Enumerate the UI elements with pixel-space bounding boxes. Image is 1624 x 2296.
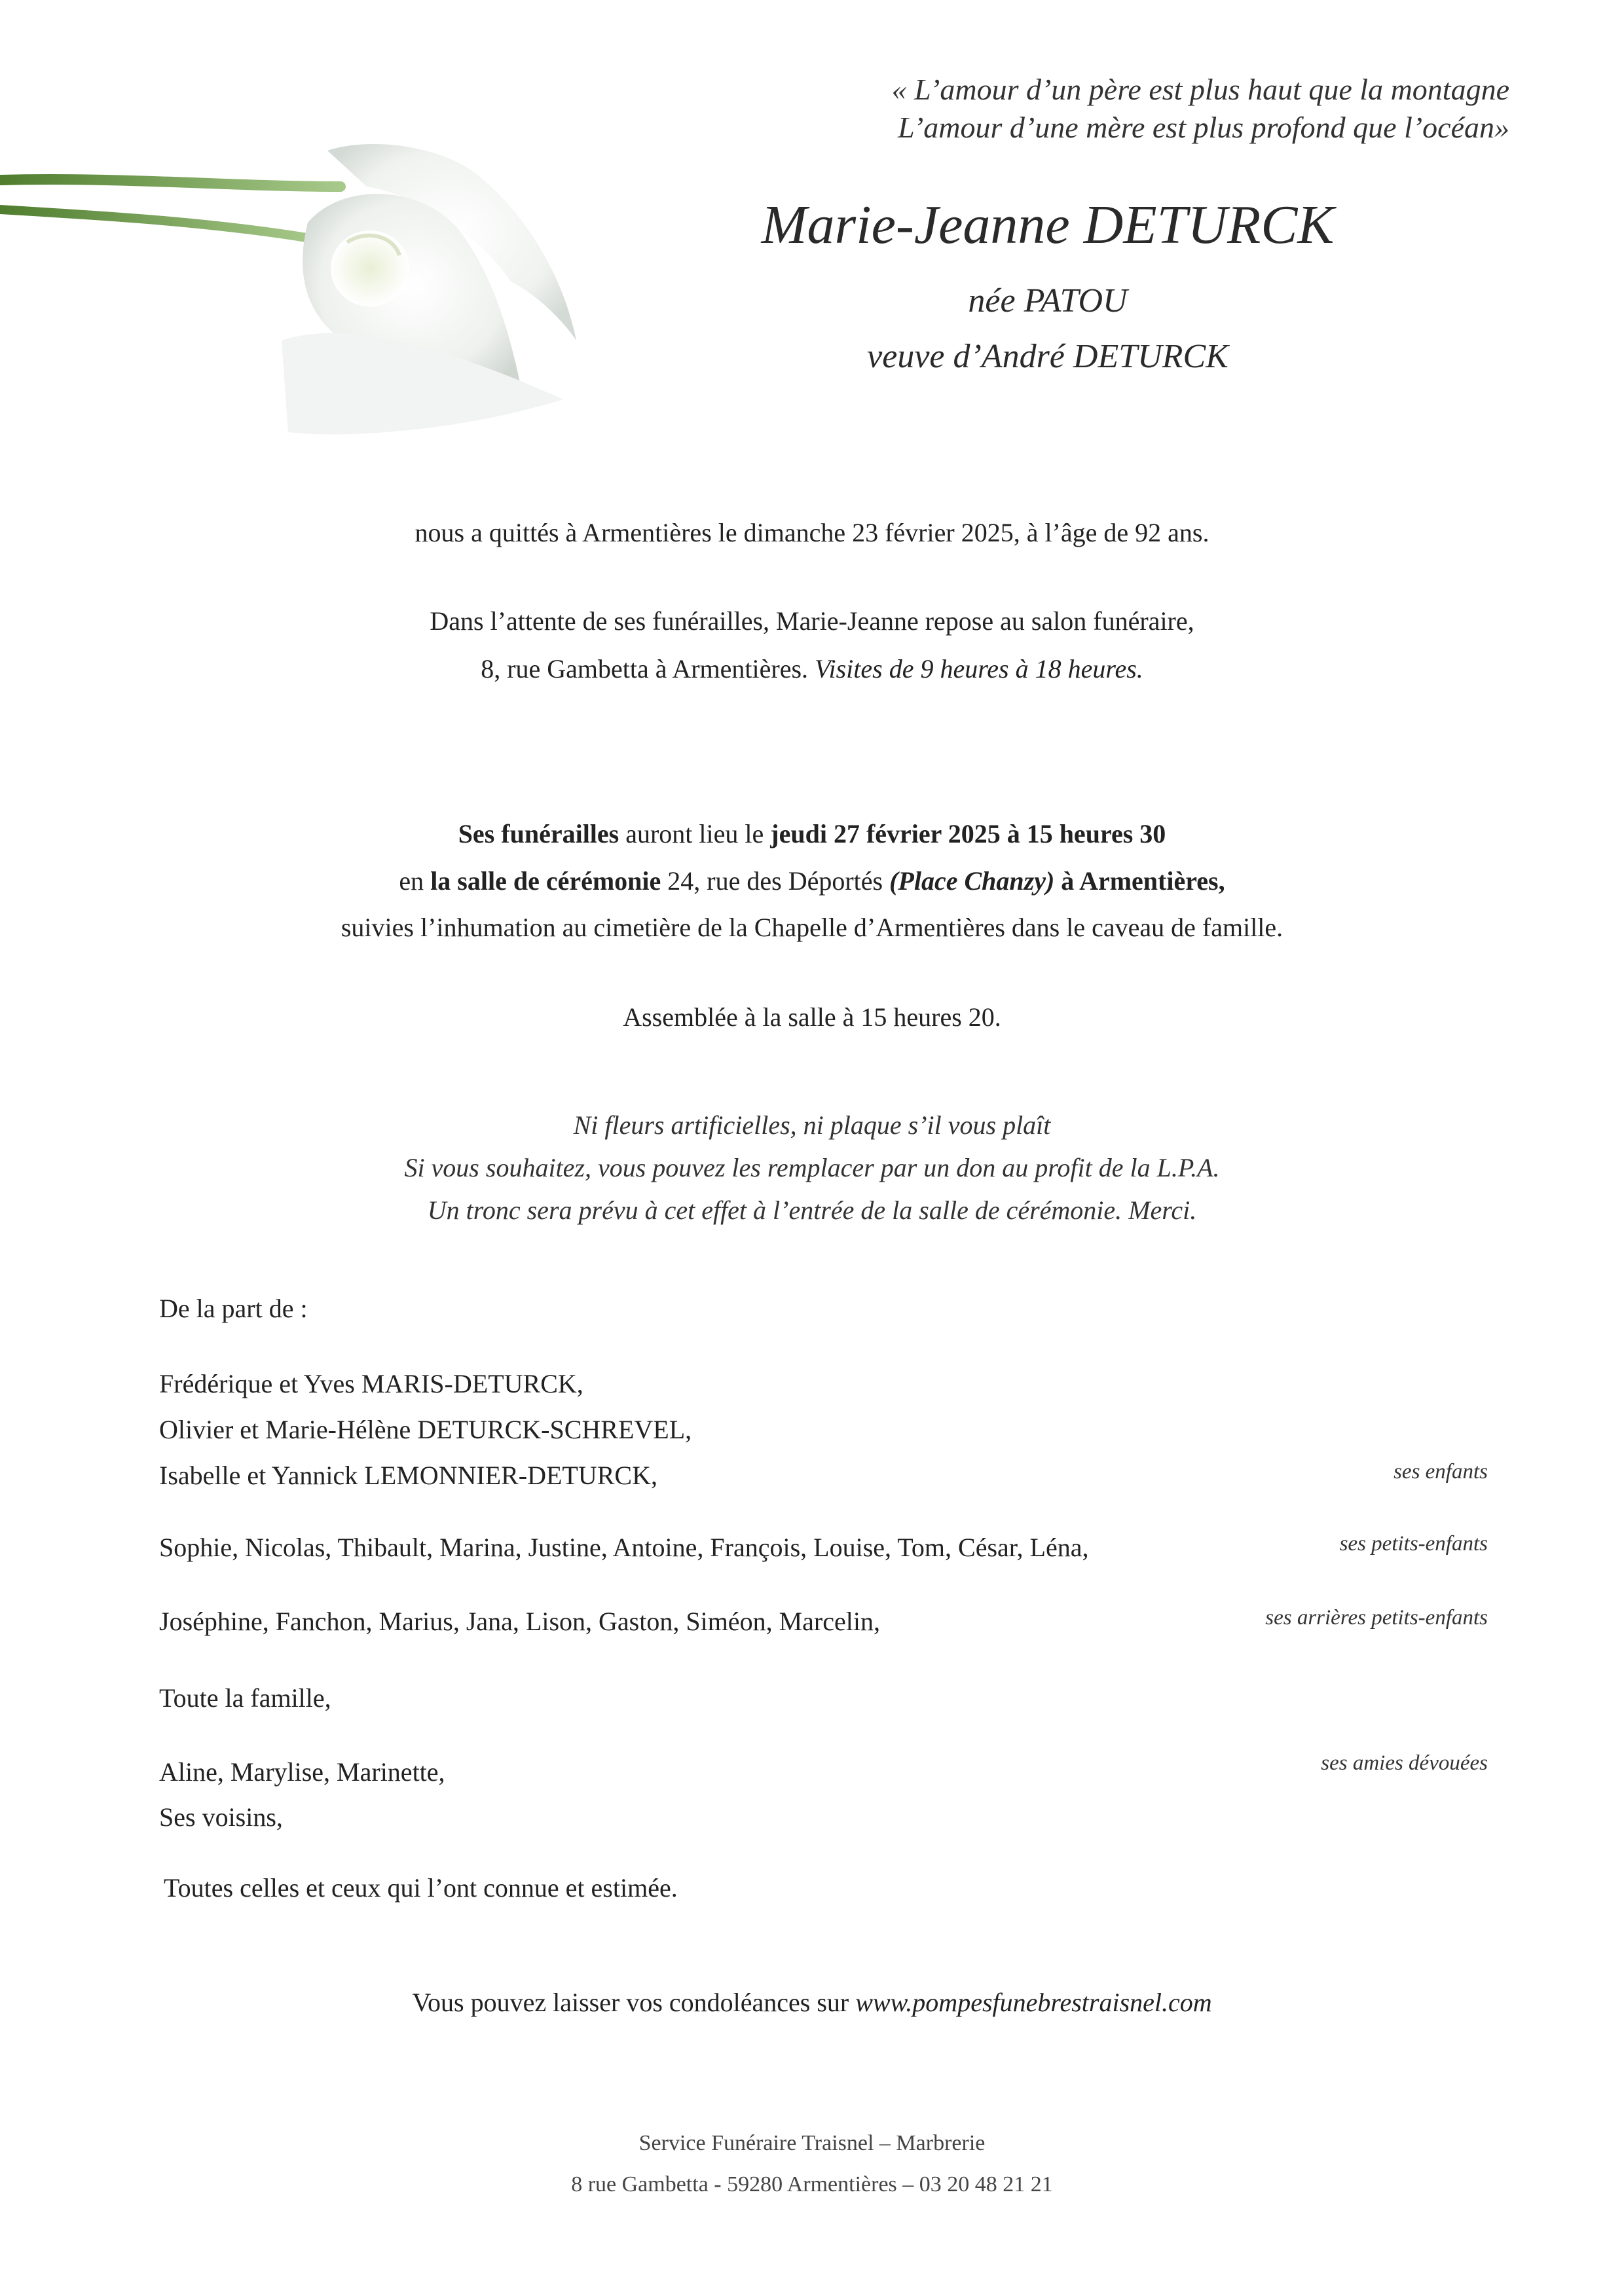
funeral-en: en (399, 866, 431, 896)
grandchildren: Sophie, Nicolas, Thibault, Marina, Justine, Antoine, François, Louise, Tom, César, Léna, (159, 1533, 1089, 1562)
death-announcement: nous a quittés à Armentières le dimanche 23 février 2025, à l’âge de 92 ans. (415, 518, 1209, 547)
great-grandchildren-role: ses arrières petits-enfants (1265, 1606, 1488, 1630)
quote-line-1: « L’amour d’un père est plus haut que la montagne (891, 73, 1509, 106)
widow-of: veuve d’André DETURCK (867, 338, 1228, 375)
child-1: Frédérique et Yves MARIS-DETURCK, (159, 1369, 583, 1398)
funeral-label: Ses funérailles (458, 819, 619, 848)
funeral-line-1 (0, 818, 1624, 849)
rest-line-1: Dans l’attente de ses funérailles, Marie-Jeanne repose au salon funéraire, (430, 606, 1194, 636)
rest-address: 8, rue Gambetta à Armentières. (481, 654, 809, 683)
ceremony-city: à Armentières, (1054, 866, 1225, 896)
funeral-text: auront lieu le (619, 819, 771, 848)
condolences-line (0, 1987, 1624, 2018)
friends: Aline, Marylise, Marinette, (159, 1757, 445, 1787)
rest-line-2 (0, 653, 1624, 684)
assembly-time: Assemblée à la salle à 15 heures 20. (623, 1002, 1001, 1032)
ceremony-hall: la salle de cérémonie (430, 866, 661, 896)
quote-line-2: L’amour d’une mère est plus profond que l’océan» (898, 111, 1509, 144)
family-intro: De la part de : (159, 1294, 308, 1323)
whole-family: Toute la famille, (159, 1683, 331, 1713)
note-line-2: Si vous souhaitez, vous pouvez les remplacer par un don au profit de la L.P.A. (404, 1153, 1220, 1182)
funeral-line-2 (0, 866, 1624, 896)
funeral-date: jeudi 27 février 2025 à 15 heures 30 (770, 819, 1166, 848)
note-line-3: Un tronc sera prévu à cet effet à l’entrée de la salle de cérémonie. Merci. (427, 1195, 1197, 1225)
note-line-1: Ni fleurs artificielles, ni plaque s’il vous plaît (573, 1110, 1051, 1140)
burial-line: suivies l’inhumation au cimetière de la Chapelle d’Armentières dans le caveau de famille. (341, 913, 1283, 942)
footer-company: Service Funéraire Traisnel – Marbrerie (638, 2131, 986, 2155)
child-3: Isabelle et Yannick LEMONNIER-DETURCK, (159, 1461, 657, 1490)
opening-quote (593, 71, 1509, 147)
place-chanzy: (Place Chanzy) (889, 866, 1055, 896)
deceased-name: Marie-Jeanne DETURCK (761, 194, 1335, 255)
maiden-name: née PATOU (968, 282, 1128, 319)
children-role: ses enfants (1393, 1460, 1488, 1484)
footer-address: 8 rue Gambetta - 59280 Armentières – 03 20 48 21 21 (571, 2172, 1053, 2196)
great-grandchildren: Joséphine, Fanchon, Marius, Jana, Lison, Gaston, Siméon, Marcelin, (159, 1607, 880, 1636)
ceremony-address: 24, rue des Déportés (661, 866, 890, 896)
all-who-knew-her: Toutes celles et ceux qui l’ont connue et estimée. (164, 1873, 678, 1903)
calla-lily-image (0, 124, 629, 445)
visiting-hours: Visites de 9 heures à 18 heures. (815, 654, 1143, 683)
grandchildren-role: ses petits-enfants (1339, 1532, 1488, 1556)
neighbors: Ses voisins, (159, 1802, 283, 1832)
condolences-link[interactable]: www.pompesfunebrestraisnel.com (855, 1988, 1212, 2017)
friends-role: ses amies dévouées (1321, 1751, 1488, 1775)
child-2: Olivier et Marie-Hélène DETURCK-SCHREVEL, (159, 1415, 692, 1444)
condolences-text: Vous pouvez laisser vos condoléances sur (412, 1988, 856, 2017)
